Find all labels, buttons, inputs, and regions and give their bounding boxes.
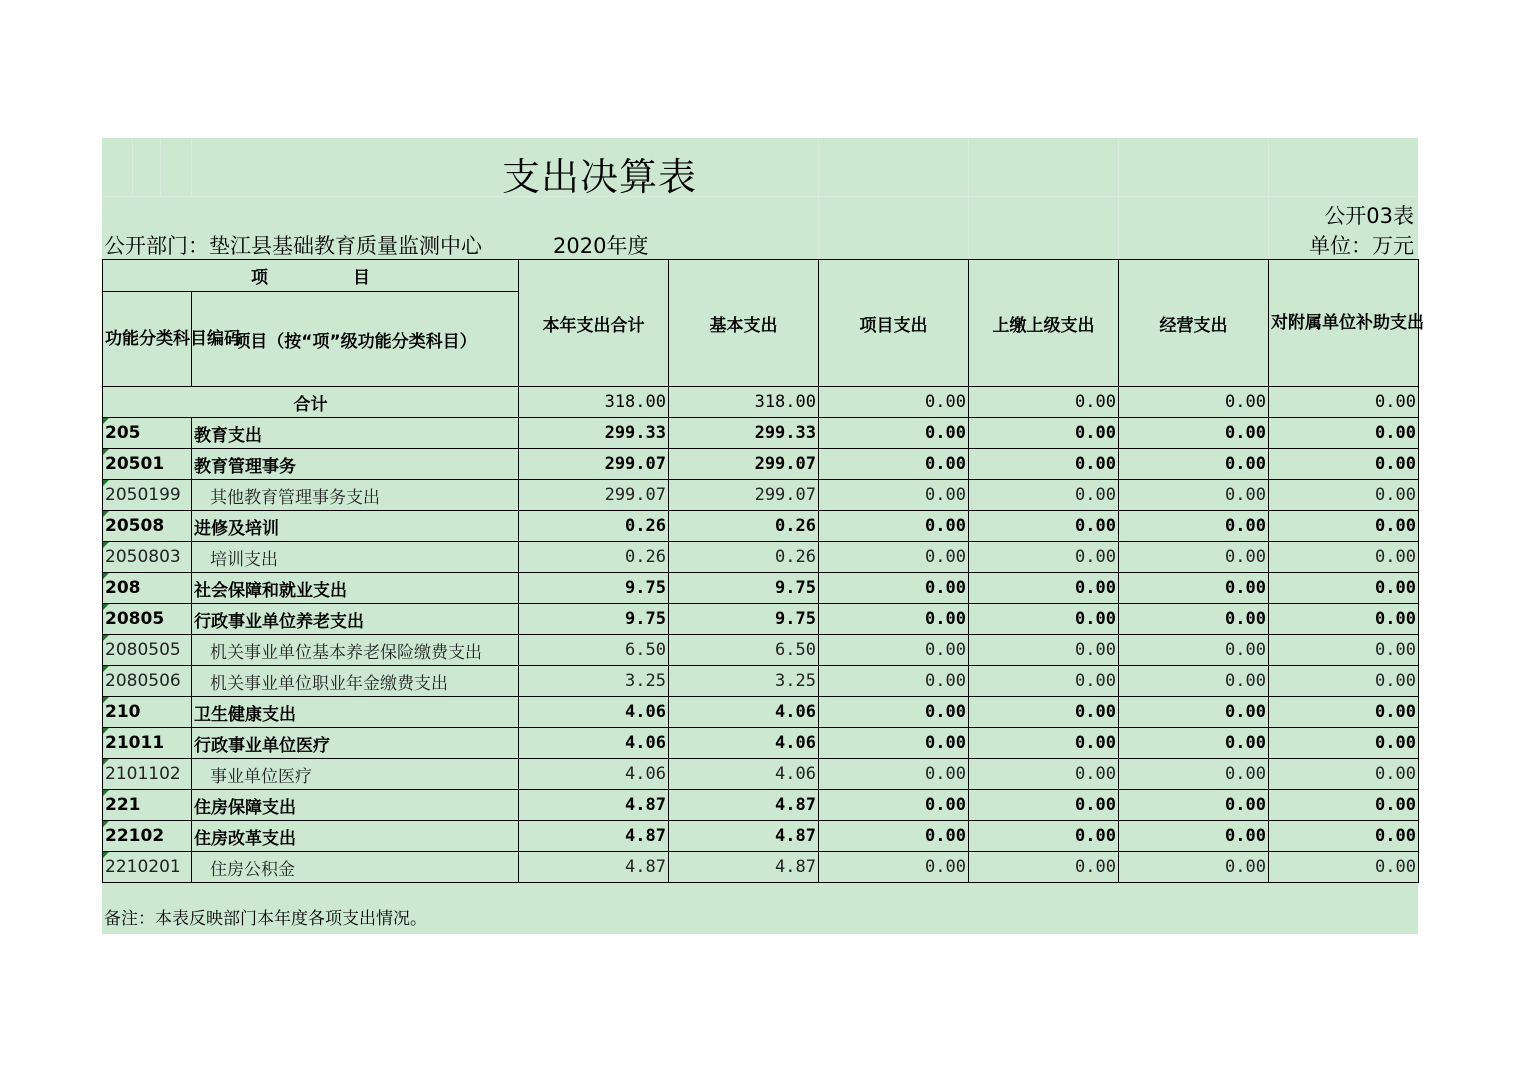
row-code: 208 — [103, 573, 192, 604]
row-value: 0.00 — [1269, 666, 1419, 697]
gridline — [102, 196, 1418, 197]
row-value: 0.00 — [1119, 418, 1269, 449]
row-value: 4.06 — [519, 697, 669, 728]
row-value: 0.00 — [969, 418, 1119, 449]
row-name: 住房改革支出 — [192, 821, 519, 852]
footnote: 备注：本表反映部门本年度各项支出情况。 — [104, 909, 427, 929]
row-value: 0.00 — [819, 604, 969, 635]
row-value: 0.00 — [969, 604, 1119, 635]
row-value: 0.00 — [1269, 418, 1419, 449]
table-row — [103, 852, 1419, 883]
row-code: 2080506 — [103, 666, 192, 697]
header-total: 本年支出合计 — [519, 260, 669, 387]
row-value: 0.26 — [669, 511, 819, 542]
row-value: 0.00 — [819, 728, 969, 759]
row-value: 0.00 — [819, 821, 969, 852]
table-row — [103, 666, 1419, 697]
total-value: 0.00 — [1269, 387, 1419, 418]
gridline — [1268, 138, 1269, 259]
row-value: 0.00 — [1119, 542, 1269, 573]
row-value: 0.00 — [1269, 790, 1419, 821]
row-value: 3.25 — [669, 666, 819, 697]
row-value: 0.00 — [969, 449, 1119, 480]
row-value: 0.00 — [1119, 511, 1269, 542]
row-code: 2050803 — [103, 542, 192, 573]
row-value: 0.00 — [969, 852, 1119, 883]
row-code: 2210201 — [103, 852, 192, 883]
row-name: 机关事业单位基本养老保险缴费支出 — [192, 635, 519, 666]
row-value: 0.00 — [969, 573, 1119, 604]
table-row — [103, 542, 1419, 573]
row-name: 社会保障和就业支出 — [192, 573, 519, 604]
row-value: 0.00 — [1269, 480, 1419, 511]
row-value: 0.00 — [819, 697, 969, 728]
row-value: 9.75 — [519, 604, 669, 635]
row-value: 299.33 — [669, 418, 819, 449]
row-value: 0.00 — [969, 697, 1119, 728]
gridline — [818, 138, 819, 259]
total-value: 318.00 — [519, 387, 669, 418]
header-code: 功能分类科目编码 — [103, 292, 192, 387]
row-value: 6.50 — [669, 635, 819, 666]
gridline — [160, 138, 161, 196]
row-value: 0.00 — [969, 542, 1119, 573]
row-value: 0.00 — [1119, 635, 1269, 666]
form-number: 公开03表 — [1324, 204, 1414, 228]
row-value: 4.87 — [519, 790, 669, 821]
page-title: 支出决算表 — [502, 155, 698, 199]
fiscal-year: 2020年度 — [553, 234, 649, 258]
row-value: 0.00 — [1269, 821, 1419, 852]
row-value: 0.00 — [819, 759, 969, 790]
row-value: 0.00 — [1119, 852, 1269, 883]
row-value: 0.00 — [1119, 604, 1269, 635]
row-value: 0.00 — [969, 759, 1119, 790]
row-name: 住房保障支出 — [192, 790, 519, 821]
header-upper: 上缴上级支出 — [969, 260, 1119, 387]
table-row — [103, 728, 1419, 759]
row-value: 4.87 — [669, 852, 819, 883]
row-value: 0.00 — [1269, 573, 1419, 604]
table-row — [103, 759, 1419, 790]
row-code: 205 — [103, 418, 192, 449]
row-value: 0.00 — [1119, 666, 1269, 697]
row-value: 0.00 — [819, 573, 969, 604]
row-value: 0.00 — [969, 790, 1119, 821]
table-row — [103, 604, 1419, 635]
row-code: 20508 — [103, 511, 192, 542]
row-value: 0.00 — [969, 666, 1119, 697]
row-name: 行政事业单位医疗 — [192, 728, 519, 759]
row-value: 299.33 — [519, 418, 669, 449]
row-value: 4.87 — [519, 852, 669, 883]
row-name: 卫生健康支出 — [192, 697, 519, 728]
row-value: 0.00 — [819, 542, 969, 573]
row-value: 9.75 — [669, 604, 819, 635]
row-value: 0.00 — [1269, 542, 1419, 573]
row-name: 其他教育管理事务支出 — [192, 480, 519, 511]
row-name: 进修及培训 — [192, 511, 519, 542]
row-code: 2050199 — [103, 480, 192, 511]
row-code: 2101102 — [103, 759, 192, 790]
row-value: 0.00 — [969, 728, 1119, 759]
row-value: 0.00 — [1269, 635, 1419, 666]
row-value: 0.00 — [1269, 759, 1419, 790]
row-value: 299.07 — [669, 480, 819, 511]
row-value: 0.00 — [819, 852, 969, 883]
header-business: 经营支出 — [1119, 260, 1269, 387]
row-value: 0.00 — [969, 480, 1119, 511]
row-name: 住房公积金 — [192, 852, 519, 883]
total-value: 0.00 — [1119, 387, 1269, 418]
row-value: 0.00 — [1269, 852, 1419, 883]
row-value: 0.00 — [1269, 449, 1419, 480]
table-row — [103, 821, 1419, 852]
row-code: 20501 — [103, 449, 192, 480]
expenditure-table — [102, 259, 1424, 883]
row-value: 299.07 — [519, 480, 669, 511]
row-value: 0.00 — [1269, 511, 1419, 542]
header-basic: 基本支出 — [669, 260, 819, 387]
row-code: 21011 — [103, 728, 192, 759]
row-value: 0.26 — [519, 511, 669, 542]
unit-label: 单位：万元 — [1309, 234, 1414, 258]
gridline — [1118, 138, 1119, 259]
row-value: 0.00 — [1119, 728, 1269, 759]
table-row — [103, 418, 1419, 449]
row-name: 培训支出 — [192, 542, 519, 573]
row-code: 20805 — [103, 604, 192, 635]
row-value: 0.00 — [1119, 697, 1269, 728]
total-label: 合计 — [103, 387, 519, 418]
table-row — [103, 511, 1419, 542]
row-name: 机关事业单位职业年金缴费支出 — [192, 666, 519, 697]
row-code: 22102 — [103, 821, 192, 852]
total-value: 0.00 — [969, 387, 1119, 418]
row-value: 0.00 — [819, 449, 969, 480]
header-subsidy: 对附属单位补助支出 — [1269, 260, 1419, 387]
row-value: 0.26 — [519, 542, 669, 573]
row-value: 0.00 — [969, 511, 1119, 542]
row-value: 4.06 — [519, 728, 669, 759]
row-value: 9.75 — [669, 573, 819, 604]
row-value: 299.07 — [669, 449, 819, 480]
row-value: 0.00 — [1119, 821, 1269, 852]
spreadsheet-sheet — [102, 138, 1424, 934]
row-value: 6.50 — [519, 635, 669, 666]
row-name: 教育支出 — [192, 418, 519, 449]
gridline — [191, 138, 192, 196]
gridline — [132, 138, 133, 196]
row-value: 0.00 — [1269, 604, 1419, 635]
row-value: 4.87 — [669, 790, 819, 821]
table-row — [103, 697, 1419, 728]
table-row — [103, 480, 1419, 511]
row-value: 4.06 — [669, 728, 819, 759]
row-value: 4.06 — [669, 697, 819, 728]
row-value: 4.87 — [519, 821, 669, 852]
row-value: 0.00 — [1119, 480, 1269, 511]
department-label: 公开部门：垫江县基础教育质量监测中心 — [104, 234, 482, 258]
row-value: 0.00 — [1119, 790, 1269, 821]
row-value: 0.00 — [819, 480, 969, 511]
row-value: 0.00 — [1269, 697, 1419, 728]
total-row — [103, 387, 1419, 418]
row-value: 299.07 — [519, 449, 669, 480]
row-code: 221 — [103, 790, 192, 821]
row-value: 0.00 — [1269, 728, 1419, 759]
row-value: 0.00 — [969, 635, 1119, 666]
row-code: 210 — [103, 697, 192, 728]
row-value: 4.06 — [669, 759, 819, 790]
row-value: 0.26 — [669, 542, 819, 573]
row-value: 0.00 — [1119, 573, 1269, 604]
table-row — [103, 635, 1419, 666]
header-project: 项目支出 — [819, 260, 969, 387]
row-value: 0.00 — [819, 511, 969, 542]
row-code: 2080505 — [103, 635, 192, 666]
row-value: 4.87 — [669, 821, 819, 852]
row-value: 0.00 — [819, 790, 969, 821]
table-row — [103, 790, 1419, 821]
gridline — [968, 138, 969, 259]
row-name: 行政事业单位养老支出 — [192, 604, 519, 635]
row-value: 4.06 — [519, 759, 669, 790]
row-name: 事业单位医疗 — [192, 759, 519, 790]
row-value: 0.00 — [969, 821, 1119, 852]
table-body — [103, 387, 1419, 883]
row-value: 0.00 — [1119, 449, 1269, 480]
row-value: 0.00 — [819, 418, 969, 449]
header-name: 项目（按“项”级功能分类科目） — [192, 292, 519, 387]
row-value: 0.00 — [819, 635, 969, 666]
header-item-group: 项 目 — [103, 260, 519, 292]
row-value: 0.00 — [819, 666, 969, 697]
table-row — [103, 449, 1419, 480]
row-value: 3.25 — [519, 666, 669, 697]
row-value: 9.75 — [519, 573, 669, 604]
table-row — [103, 573, 1419, 604]
row-value: 0.00 — [1119, 759, 1269, 790]
total-value: 0.00 — [819, 387, 969, 418]
total-value: 318.00 — [669, 387, 819, 418]
row-name: 教育管理事务 — [192, 449, 519, 480]
